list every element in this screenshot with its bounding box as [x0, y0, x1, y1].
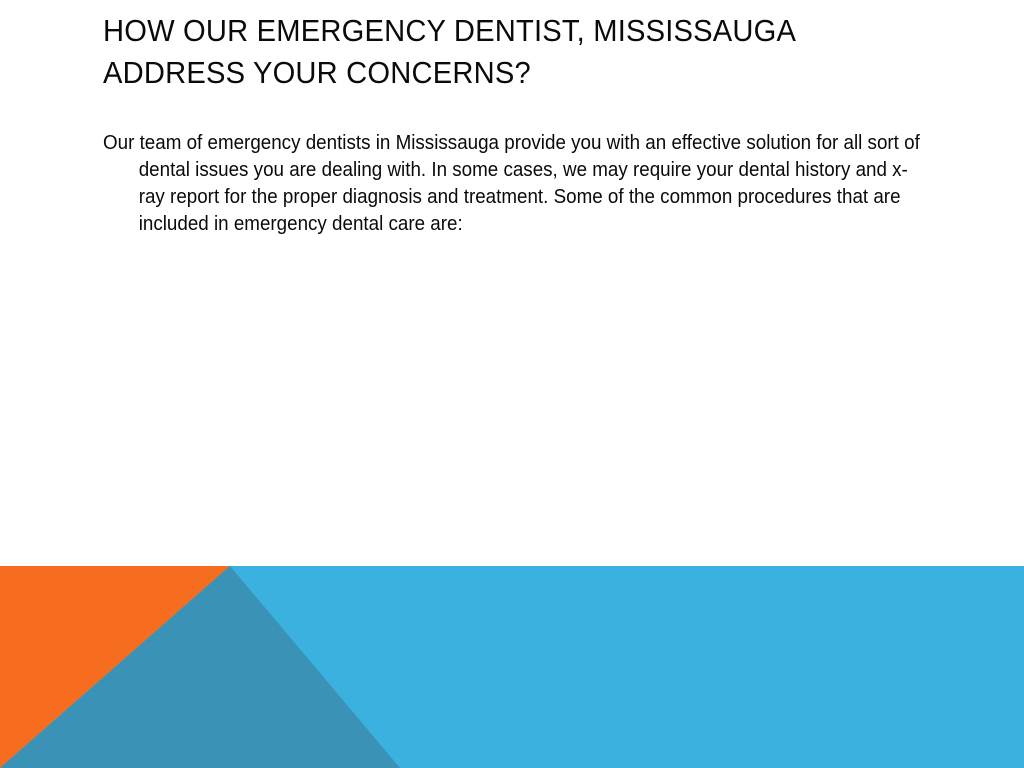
footer-shapes: [0, 566, 1024, 768]
slide-title: HOW OUR EMERGENCY DENTIST, MISSISSAUGA ADDRESS YOUR CONCERNS?: [103, 13, 795, 90]
slide-body-text: Our team of emergency dentists in Mississauga provide you with an effective solution for all sort of dental issues you are dealing with. In some cases, we may require your dental history and x-ray report for the proper diagnosis and treatment. Some of the common procedures that are included in emergency dental care are:: [103, 132, 920, 235]
footer-decoration: [0, 566, 1024, 768]
